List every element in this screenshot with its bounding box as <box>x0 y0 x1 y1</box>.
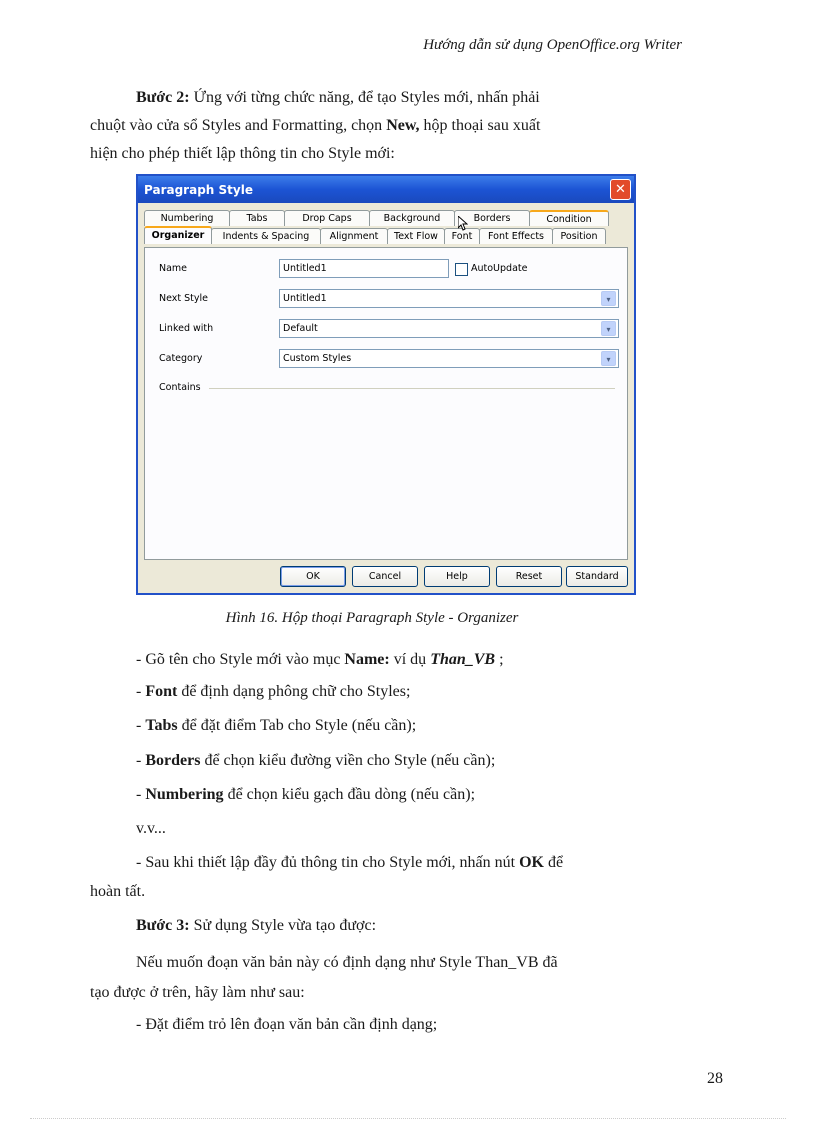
tab-background[interactable]: Background <box>369 210 455 226</box>
bullet-text: ; <box>495 651 504 668</box>
bullet-font <box>136 684 410 700</box>
step3-label: Bước 3: <box>136 917 190 934</box>
next-style-value: Untitled1 <box>283 293 327 304</box>
step3-heading <box>136 918 376 934</box>
autoupdate-checkbox[interactable] <box>455 263 468 276</box>
tab-position[interactable]: Position <box>552 228 606 244</box>
category-label: Category <box>159 353 203 364</box>
tab-alignment[interactable]: Alignment <box>320 228 388 244</box>
bullet-example: Than_VB <box>430 651 496 668</box>
running-header: Hướng dẫn sử dụng OpenOffice.org Writer <box>423 37 682 53</box>
bullet-dash: - <box>136 717 146 734</box>
help-button[interactable]: Help <box>424 566 490 587</box>
bullet-name <box>136 652 504 668</box>
tab-row-back <box>144 210 628 226</box>
bullet-text: để đặt điểm Tab cho Style (nếu cần); <box>177 717 417 734</box>
tab-indents-spacing[interactable]: Indents & Spacing <box>211 228 321 244</box>
chevron-down-icon[interactable]: ▾ <box>601 351 616 366</box>
tab-font-effects[interactable]: Font Effects <box>479 228 553 244</box>
bullet-ok <box>136 855 563 871</box>
bullet-text: để chọn kiểu gạch đầu dòng (nếu cần); <box>223 786 476 803</box>
tab-condition[interactable]: Condition <box>529 210 609 226</box>
mouse-cursor-icon <box>458 216 468 232</box>
tab-text-flow[interactable]: Text Flow <box>387 228 445 244</box>
step2-line2-text: chuột vào cửa sổ Styles and Formatting, chọn <box>90 117 387 134</box>
close-icon[interactable]: ✕ <box>610 179 631 200</box>
tab-organizer[interactable]: Organizer <box>144 226 212 244</box>
organizer-panel <box>144 247 628 560</box>
footer-divider <box>30 1118 786 1119</box>
tab-row-front <box>144 228 628 244</box>
name-input[interactable]: Untitled1 <box>279 259 449 278</box>
bullet-dash: - <box>136 786 146 803</box>
page-number: 28 <box>707 1070 723 1087</box>
bullet-ok-continued: hoàn tất. <box>90 883 146 900</box>
bullet-text: ví dụ <box>389 651 431 668</box>
bullet-tabs <box>136 718 416 734</box>
tab-tabs[interactable]: Tabs <box>229 210 285 226</box>
category-value: Custom Styles <box>283 353 352 364</box>
figure-caption: Hình 16. Hộp thoại Paragraph Style - Organizer <box>225 610 519 626</box>
step3-bullet: - Đặt điểm trỏ lên đoạn văn bản cần định dạng; <box>136 1016 438 1033</box>
contains-divider <box>209 388 615 389</box>
bullet-borders <box>136 753 495 769</box>
step2-line2 <box>90 118 540 134</box>
bullet-dash: - <box>136 752 146 769</box>
tab-numbering[interactable]: Numbering <box>144 210 230 226</box>
chevron-down-icon[interactable]: ▾ <box>601 291 616 306</box>
etc-text: v.v... <box>136 820 166 837</box>
bullet-text: để <box>543 854 564 871</box>
bullet-text: - Sau khi thiết lập đầy đủ thông tin cho Style mới, nhấn nút <box>136 854 520 871</box>
tab-font[interactable]: Font <box>444 228 480 244</box>
bullet-text: để chọn kiểu đường viền cho Style (nếu cần); <box>200 752 496 769</box>
contains-label: Contains <box>159 382 201 393</box>
step2-new-label: New, <box>386 117 420 134</box>
step2-text: Ứng với từng chức năng, để tạo Styles mới, nhấn phải <box>189 89 540 106</box>
category-select[interactable] <box>279 349 619 368</box>
step2-line1 <box>136 90 540 106</box>
step2-line2-tail: hộp thoại sau xuất <box>419 117 541 134</box>
next-style-label: Next Style <box>159 293 209 304</box>
step3-para-line2: tạo được ở trên, hãy làm như sau: <box>90 984 305 1001</box>
tab-drop-caps[interactable]: Drop Caps <box>284 210 370 226</box>
dialog-titlebar <box>138 176 634 203</box>
chevron-down-icon[interactable]: ▾ <box>601 321 616 336</box>
standard-button[interactable]: Standard <box>566 566 628 587</box>
name-label: Name <box>159 263 188 274</box>
bullet-keyword: Borders <box>145 752 201 769</box>
step3-text: Sử dụng Style vừa tạo được: <box>189 917 377 934</box>
paragraph-style-dialog <box>136 174 636 595</box>
bullet-text: để định dạng phông chữ cho Styles; <box>177 683 411 700</box>
linked-with-select[interactable] <box>279 319 619 338</box>
bullet-keyword: Name: <box>344 651 390 668</box>
bullet-keyword: Font <box>145 683 178 700</box>
dialog-title: Paragraph Style <box>144 182 253 197</box>
step2-label: Bước 2: <box>136 89 190 106</box>
linked-with-value: Default <box>283 323 318 334</box>
autoupdate-label: AutoUpdate <box>471 263 528 274</box>
ok-button[interactable]: OK <box>280 566 346 587</box>
bullet-text: - Gõ tên cho Style mới vào mục <box>136 651 345 668</box>
bullet-keyword: Tabs <box>145 717 178 734</box>
step3-para-line1: Nếu muốn đoạn văn bản này có định dạng như Style Than_VB đã <box>136 954 558 971</box>
bullet-dash: - <box>136 683 146 700</box>
step2-line3: hiện cho phép thiết lập thông tin cho Style mới: <box>90 145 395 162</box>
tab-borders[interactable]: Borders <box>454 210 530 226</box>
bullet-keyword: Numbering <box>145 786 224 803</box>
next-style-select[interactable] <box>279 289 619 308</box>
linked-with-label: Linked with <box>159 323 214 334</box>
cancel-button[interactable]: Cancel <box>352 566 418 587</box>
bullet-keyword: OK <box>519 854 544 871</box>
reset-button[interactable]: Reset <box>496 566 562 587</box>
bullet-numbering <box>136 787 475 803</box>
